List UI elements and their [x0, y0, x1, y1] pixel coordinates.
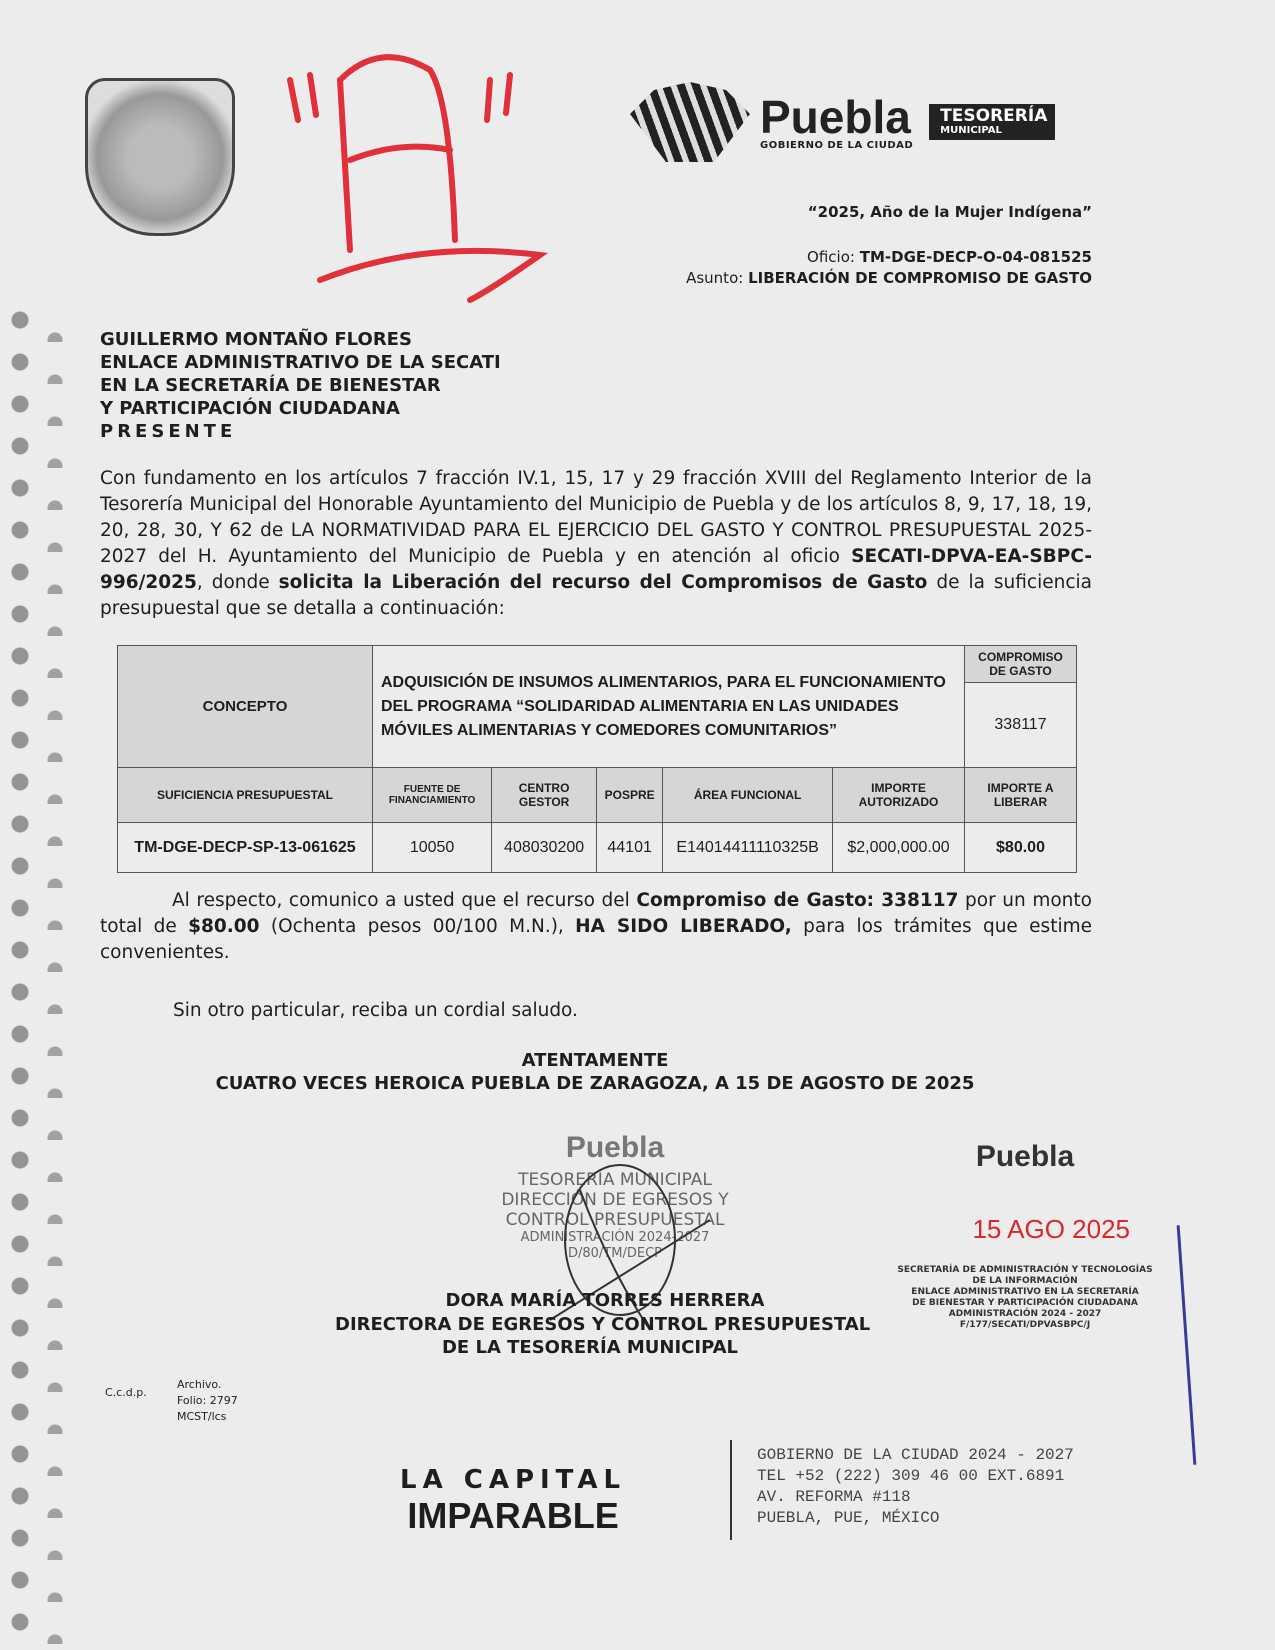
- stamp-line: ADMINISTRACIÓN 2024-2027: [520, 1230, 710, 1245]
- cell: 408030200: [492, 823, 597, 873]
- badge-sub: MUNICIPAL: [940, 124, 1002, 136]
- table-row: [118, 823, 1077, 873]
- column-header: IMPORTE A LIBERAR: [965, 768, 1077, 823]
- stamp-line: DE LA INFORMACIÓN: [972, 1276, 1078, 1286]
- text: Con fundamento en los artículos 7 fracción IV.1, 15, 17 y 29 fracción XVIII del Reglamento Interior de la Tesorería Municipal del Honorable Ayuntamiento del Municipio de Puebla y de los artículos 8, 9, 17, 18, 19, 20, 28, 30, Y 62 de LA NORMATIVIDAD PARA EL EJERCICIO DEL GASTO Y CONTROL PRESUPUESTAL 2025-2027 del H. Ayuntamiento del Municipio de Puebla y en atención al oficio: [100, 468, 1092, 567]
- addressee-role: Y PARTICIPACIÓN CIUDADANA: [100, 398, 400, 419]
- presente: PRESENTE: [100, 421, 237, 442]
- asunto-label: Asunto:: [686, 269, 744, 287]
- concepto-text: ADQUISICIÓN DE INSUMOS ALIMENTARIOS, PARA EL FUNCIONAMIENTO DEL PROGRAMA “SOLIDARIDAD ALIMENTARIA EN LAS UNIDADES MÓVILES ALIMENTARIAS Y COMEDORES COMUNITARIOS”: [373, 646, 965, 768]
- stamp-line: CONTROL PRESUPUESTAL: [505, 1210, 725, 1230]
- oficio-reference: SECATI-DPVA-EA-SBPC-996/2025: [100, 546, 1092, 593]
- column-header: IMPORTE AUTORIZADO: [833, 768, 965, 823]
- ccdp-line: Archivo.: [177, 1378, 222, 1391]
- decorative-border: [0, 300, 80, 1650]
- stamp-line: D/80/TM/DECP: [568, 1246, 662, 1261]
- asunto-text: LIBERACIÓN DE COMPROMISO DE GASTO: [748, 269, 1092, 287]
- ccdp-line: Folio: 2797: [177, 1394, 238, 1407]
- signer-title: DE LA TESORERÍA MUNICIPAL: [441, 1337, 739, 1358]
- stamp-logo-word: Puebla: [975, 1140, 1075, 1173]
- text: (Ochenta pesos 00/100 M.N.),: [259, 916, 576, 937]
- handwritten-signature: [540, 1150, 710, 1340]
- stamp-line: F/177/SECATI/DPVASBPC/J: [959, 1320, 1091, 1330]
- handwritten-red-a-mark: [270, 40, 560, 310]
- stamp-logo-word: Puebla: [565, 1131, 665, 1164]
- compromiso-value: 338117: [965, 683, 1077, 768]
- body-paragraph-1: [100, 466, 1092, 622]
- contact-line: GOBIERNO DE LA CIUDAD 2024 - 2027: [757, 1446, 1074, 1464]
- text: por un monto total de: [100, 890, 1092, 937]
- column-header: CENTRO GESTOR: [492, 768, 597, 823]
- stamp-line: ENLACE ADMINISTRATIVO EN LA SECRETARÍA: [911, 1287, 1139, 1297]
- addressee-role: EN LA SECRETARÍA DE BIENESTAR: [100, 375, 441, 396]
- ccdp-label: C.c.d.p.: [105, 1386, 147, 1399]
- logo-sub: GOBIERNO DE LA CIUDAD: [760, 139, 914, 151]
- text-bold: Compromiso de Gasto: 338117: [636, 890, 959, 911]
- text: de la suficiencia presupuestal que se detalla a continuación:: [100, 572, 1092, 619]
- contact-line: AV. REFORMA #118: [757, 1488, 911, 1506]
- cell: $2,000,000.00: [833, 823, 965, 873]
- puebla-emblem-icon: [630, 82, 750, 162]
- column-header: ÁREA FUNCIONAL: [663, 768, 833, 823]
- addressee-name: GUILLERMO MONTAÑO FLORES: [100, 329, 412, 350]
- column-header: POSPRE: [597, 768, 663, 823]
- place-date: CUATRO VECES HEROICA PUEBLA DE ZARAGOZA, A 15 DE AGOSTO DE 2025: [215, 1073, 975, 1094]
- addressee-role: ENLACE ADMINISTRATIVO DE LA SECATI: [100, 352, 501, 373]
- stamp-line: TESORERÍA MUNICIPAL: [518, 1170, 712, 1190]
- asunto-line: [686, 269, 1092, 287]
- compromiso-label: COMPROMISO DE GASTO: [965, 646, 1077, 683]
- city-seal: [85, 78, 235, 236]
- body-paragraph-3: Sin otro particular, reciba un cordial saludo.: [173, 1000, 578, 1021]
- cell: TM-DGE-DECP-SP-13-061625: [118, 823, 373, 873]
- footer-slogan: [400, 1465, 626, 1537]
- signer-title: DIRECTORA DE EGRESOS Y CONTROL PRESUPUESTAL: [335, 1314, 871, 1335]
- concepto-label: CONCEPTO: [118, 646, 373, 768]
- puebla-tesoreria-logo: [630, 82, 1055, 162]
- stamp-line: DIRECCIÓN DE EGRESOS Y: [501, 1190, 729, 1210]
- text-bold: solicita la Liberación del recurso del Compromisos de Gasto: [278, 572, 928, 593]
- signer-name: DORA MARÍA TORRES HERRERA: [445, 1290, 765, 1311]
- slogan-line: LA CAPITAL: [400, 1465, 627, 1495]
- oficio-number: TM-DGE-DECP-O-04-081525: [859, 248, 1092, 266]
- footer-divider: [730, 1440, 732, 1540]
- year-slogan: “2025, Año de la Mujer Indígena”: [807, 203, 1092, 221]
- contact-line: PUEBLA, PUE, MÉXICO: [757, 1509, 940, 1527]
- contact-line: TEL +52 (222) 309 46 00 EXT.6891: [757, 1467, 1065, 1485]
- column-header: SUFICIENCIA PRESUPUESTAL: [118, 768, 373, 823]
- cell: $80.00: [965, 823, 1077, 873]
- text: Al respecto, comunico a usted que el recurso del: [172, 890, 637, 911]
- oficio-line: [807, 248, 1092, 266]
- amount: $80.00: [188, 916, 260, 937]
- column-header: FUENTE DE FINANCIAMIENTO: [373, 768, 492, 823]
- slogan-line: IMPARABLE: [407, 1495, 619, 1536]
- budget-table: [117, 645, 1077, 873]
- cell: E14014411110325B: [663, 823, 833, 873]
- badge-text: TESORERÍA: [940, 105, 1048, 126]
- tesoreria-badge: [929, 104, 1055, 140]
- atentamente: ATENTAMENTE: [521, 1050, 669, 1071]
- footer-contact: [757, 1445, 1074, 1529]
- cell: 10050: [373, 823, 492, 873]
- ccdp-block: [105, 1378, 238, 1423]
- ccdp-line: MCST/lcs: [177, 1410, 227, 1423]
- text-bold: HA SIDO LIBERADO,: [575, 916, 792, 937]
- stamp-line: SECRETARÍA DE ADMINISTRACIÓN Y TECNOLOGÍAS: [897, 1265, 1153, 1275]
- logo-word: Puebla: [760, 90, 911, 143]
- received-date: 15 AGO 2025: [972, 1214, 1130, 1244]
- cell: 44101: [597, 823, 663, 873]
- stamp-logo: [880, 1140, 1170, 1174]
- addressee-block: [100, 328, 501, 443]
- body-paragraph-2: [100, 888, 1092, 966]
- text: para los trámites que estime convenientes.: [100, 916, 1092, 963]
- oficio-label: Oficio:: [807, 248, 855, 266]
- stamp-line: ADMINISTRACIÓN 2024 - 2027: [948, 1309, 1102, 1319]
- stamp-line: DE BIENESTAR Y PARTICIPACIÓN CIUDADANA: [912, 1298, 1138, 1308]
- text: , donde: [196, 572, 279, 593]
